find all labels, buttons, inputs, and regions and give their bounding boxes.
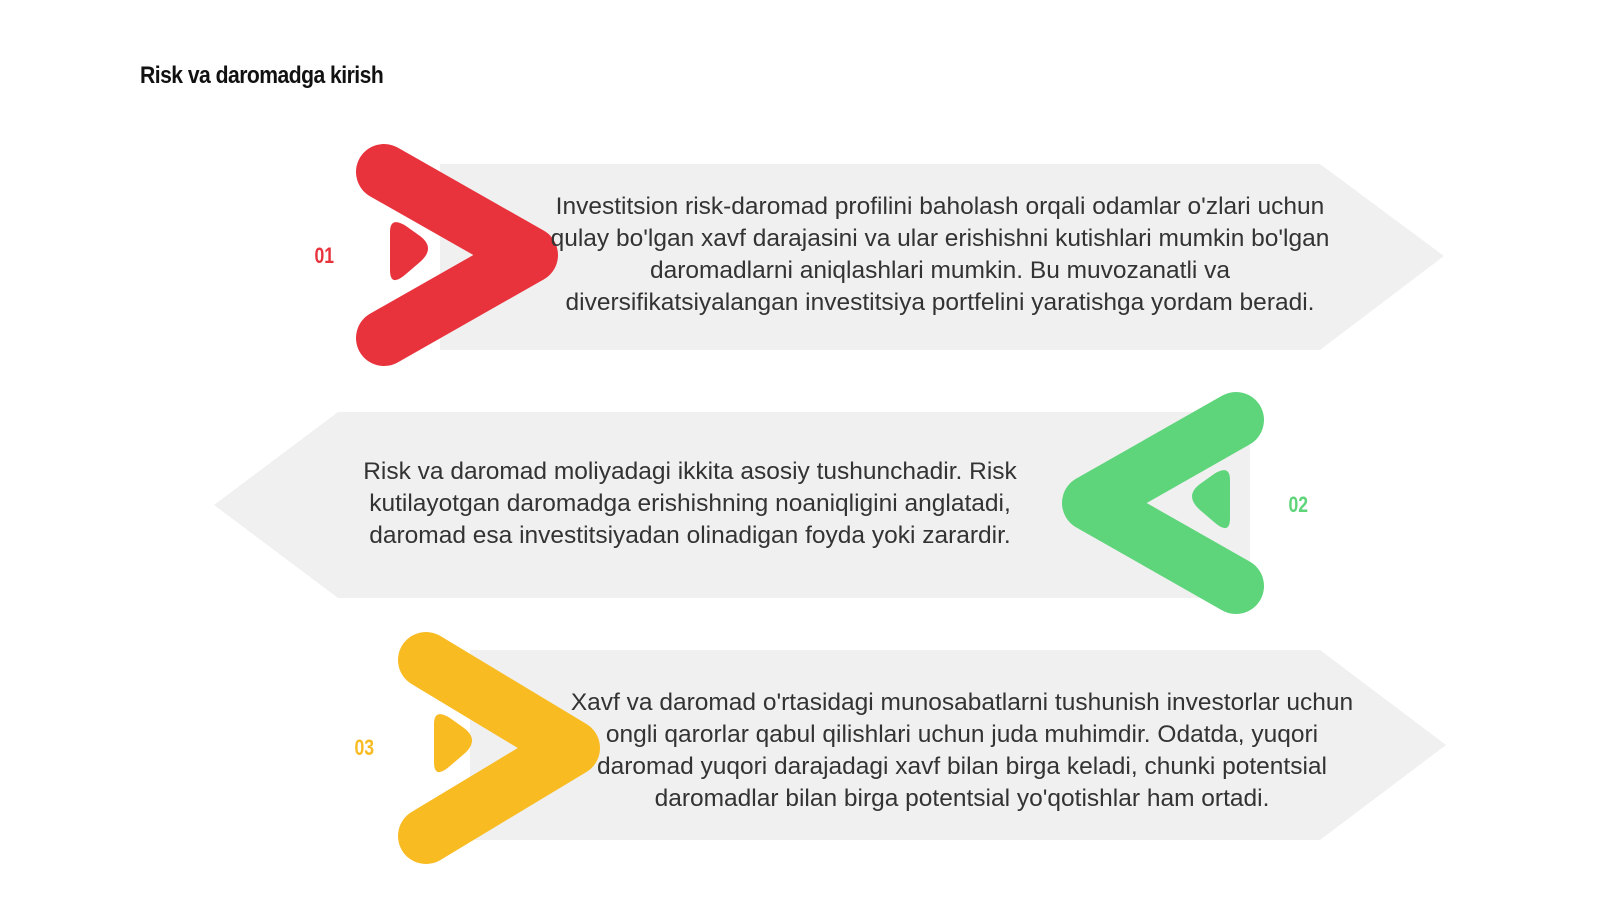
step-2-text-content: Risk va daromad moliyadagi ikkita asosiy tushunchadir. Risk kutilayotgan daromadga erishishning noaniqligini anglatadi, daromad esa investitsiyadan olinadigan foyda yoki zarardir. <box>363 458 1017 549</box>
step-3-text-content: Xavf va daromad o'rtasidagi munosabatlarni tushunish investorlar uchun ongli qarorlar qabul qilishlari uchun juda muhimdir. Odatda, yuqori daromad yuqori darajadagi xavf bilan birga keladi, chunki potentsial daromadlar bilan birga potentsial yo'qotishlar ham ortadi. <box>570 689 1354 812</box>
step-2-number: 02 <box>1288 492 1309 517</box>
step-1-number: 01 <box>314 243 335 268</box>
chevron-left-icon <box>1060 388 1270 618</box>
step-3-text <box>562 665 1362 837</box>
slide-title: Risk va daromadga kirish <box>140 62 384 89</box>
step-2-text <box>330 448 1050 560</box>
step-1-text <box>540 170 1340 340</box>
step-3-number: 03 <box>354 735 375 760</box>
chevron-right-icon <box>350 140 560 370</box>
step-1-text-content: Investitsion risk-daromad profilini baholash orqali odamlar o'zlari uchun qulay bo'lgan xavf darajasini va ular erishishni kutishlari mumkin bo'lgan daromadlarni aniqlashlari mumkin. Bu muvozanatli va diversifikatsiyalangan investitsiya portfelini yaratishga yordam beradi. <box>550 193 1330 316</box>
